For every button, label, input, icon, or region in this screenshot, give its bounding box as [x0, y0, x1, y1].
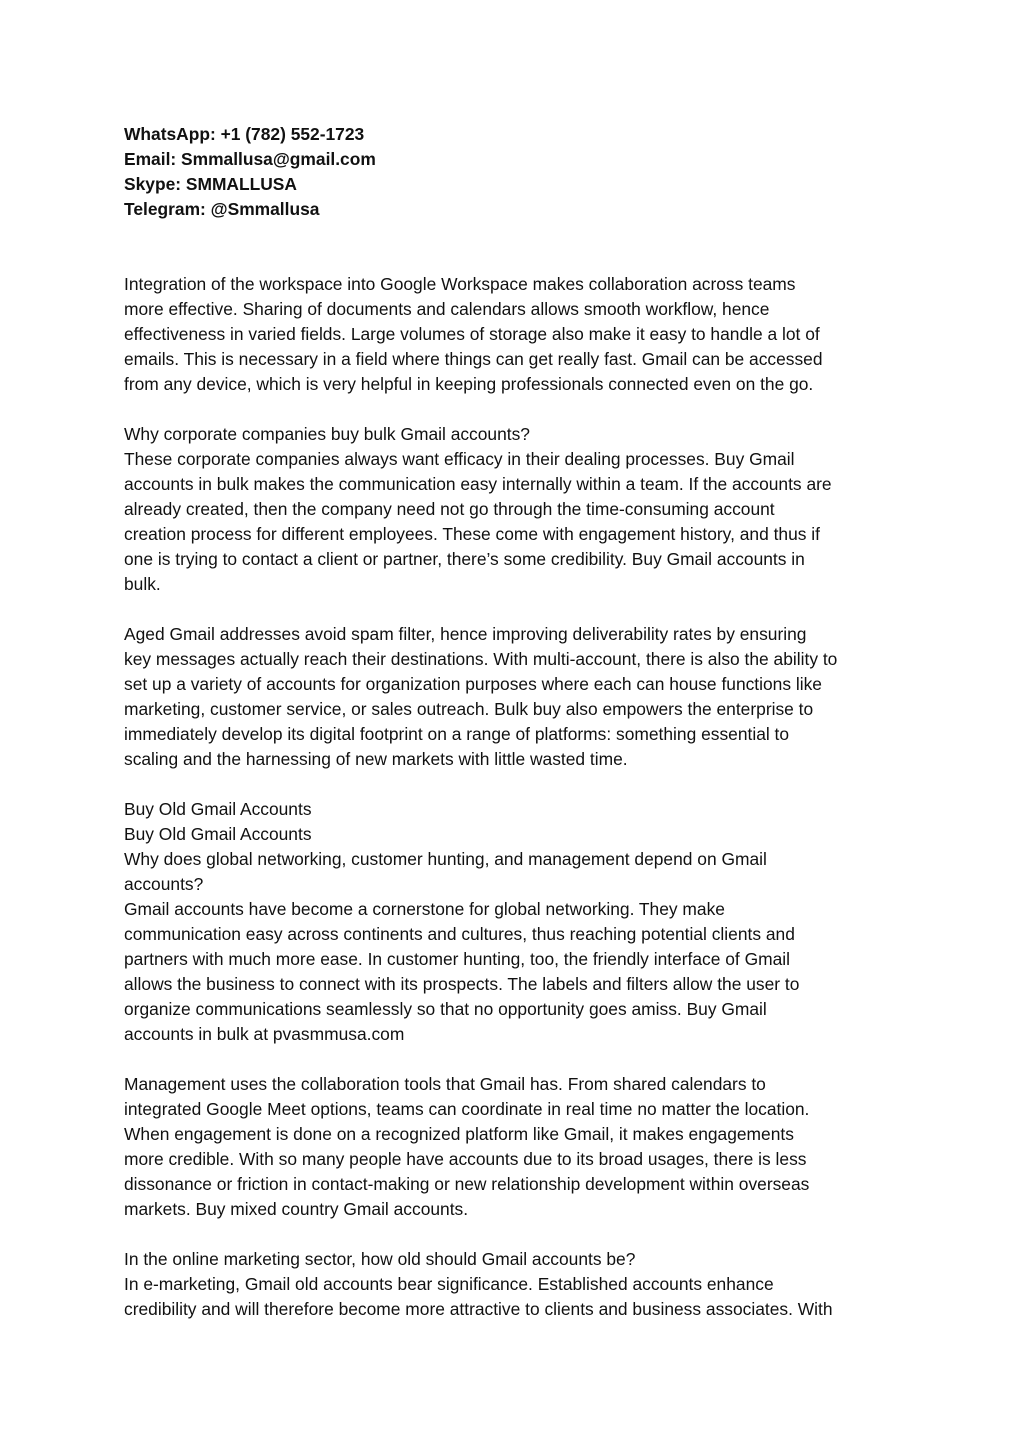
- question-heading: In the online marketing sector, how old should Gmail accounts be?: [124, 1249, 636, 1269]
- whatsapp-contact: WhatsApp: +1 (782) 552-1723: [124, 124, 365, 144]
- text-line: Gmail accounts have become a cornerstone for global networking. They make: [124, 899, 725, 919]
- paragraph-workspace-integration: [124, 272, 914, 397]
- text-line: communication easy across continents and cultures, thus reaching potential clients and: [124, 924, 795, 944]
- contact-block: [124, 122, 914, 222]
- text-line: more effective. Sharing of documents and calendars allows smooth workflow, hence: [124, 299, 770, 319]
- spacer: [124, 1047, 914, 1072]
- text-line: allows the business to connect with its prospects. The labels and filters allow the user to: [124, 974, 800, 994]
- text-line: markets. Buy mixed country Gmail accounts.: [124, 1199, 469, 1219]
- text-line: integrated Google Meet options, teams can coordinate in real time no matter the location.: [124, 1099, 810, 1119]
- question-heading: accounts?: [124, 874, 204, 894]
- spacer: [124, 597, 914, 622]
- paragraph-management: [124, 1072, 914, 1222]
- text-line: from any device, which is very helpful in keeping professionals connected even on the go.: [124, 374, 814, 394]
- text-line: Integration of the workspace into Google Workspace makes collaboration across teams: [124, 274, 796, 294]
- telegram-contact: Telegram: @Smmallusa: [124, 199, 320, 219]
- text-line: bulk.: [124, 574, 161, 594]
- text-line: emails. This is necessary in a field where things can get really fast. Gmail can be accessed: [124, 349, 823, 369]
- text-line: In e-marketing, Gmail old accounts bear significance. Established accounts enhance: [124, 1274, 774, 1294]
- text-line: scaling and the harnessing of new markets with little wasted time.: [124, 749, 628, 769]
- section-heading: Buy Old Gmail Accounts: [124, 824, 312, 844]
- text-line: already created, then the company need not go through the time-consuming account: [124, 499, 775, 519]
- text-line: marketing, customer service, or sales outreach. Bulk buy also empowers the enterprise to: [124, 699, 814, 719]
- document-page: [124, 122, 914, 1322]
- spacer: [124, 397, 914, 422]
- text-line: immediately develop its digital footprint on a range of platforms: something essential to: [124, 724, 790, 744]
- text-line: Aged Gmail addresses avoid spam filter, hence improving deliverability rates by ensuring: [124, 624, 807, 644]
- text-line: dissonance or friction in contact-making or new relationship development within overseas: [124, 1174, 810, 1194]
- spacer: [124, 222, 914, 272]
- section-heading: Buy Old Gmail Accounts: [124, 799, 312, 819]
- email-contact: Email: Smmallusa@gmail.com: [124, 149, 376, 169]
- skype-contact: Skype: SMMALLUSA: [124, 174, 297, 194]
- question-heading: Why corporate companies buy bulk Gmail accounts?: [124, 424, 530, 444]
- text-line: set up a variety of accounts for organization purposes where each can house functions like: [124, 674, 822, 694]
- text-line: more credible. With so many people have accounts due to its broad usages, there is less: [124, 1149, 807, 1169]
- text-line: accounts in bulk at pvasmmusa.com: [124, 1024, 405, 1044]
- paragraph-global-networking: [124, 797, 914, 1047]
- text-line: key messages actually reach their destinations. With multi-account, there is also the ability to: [124, 649, 838, 669]
- text-line: Management uses the collaboration tools that Gmail has. From shared calendars to: [124, 1074, 766, 1094]
- text-line: credibility and will therefore become more attractive to clients and business associates. With: [124, 1299, 833, 1319]
- text-line: These corporate companies always want efficacy in their dealing processes. Buy Gmail: [124, 449, 795, 469]
- spacer: [124, 1222, 914, 1247]
- spacer: [124, 772, 914, 797]
- text-line: accounts in bulk makes the communication easy internally within a team. If the accounts are: [124, 474, 832, 494]
- paragraph-online-marketing: [124, 1247, 914, 1322]
- text-line: effectiveness in varied fields. Large volumes of storage also make it easy to handle a lot of: [124, 324, 820, 344]
- question-heading: Why does global networking, customer hunting, and management depend on Gmail: [124, 849, 767, 869]
- text-line: When engagement is done on a recognized platform like Gmail, it makes engagements: [124, 1124, 794, 1144]
- text-line: organize communications seamlessly so that no opportunity goes amiss. Buy Gmail: [124, 999, 767, 1019]
- text-line: partners with much more ease. In customer hunting, too, the friendly interface of Gmail: [124, 949, 790, 969]
- text-line: creation process for different employees. These come with engagement history, and thus if: [124, 524, 820, 544]
- paragraph-aged-gmail: [124, 622, 914, 772]
- paragraph-corporate-bulk: [124, 422, 914, 597]
- text-line: one is trying to contact a client or partner, there’s some credibility. Buy Gmail accounts in: [124, 549, 805, 569]
